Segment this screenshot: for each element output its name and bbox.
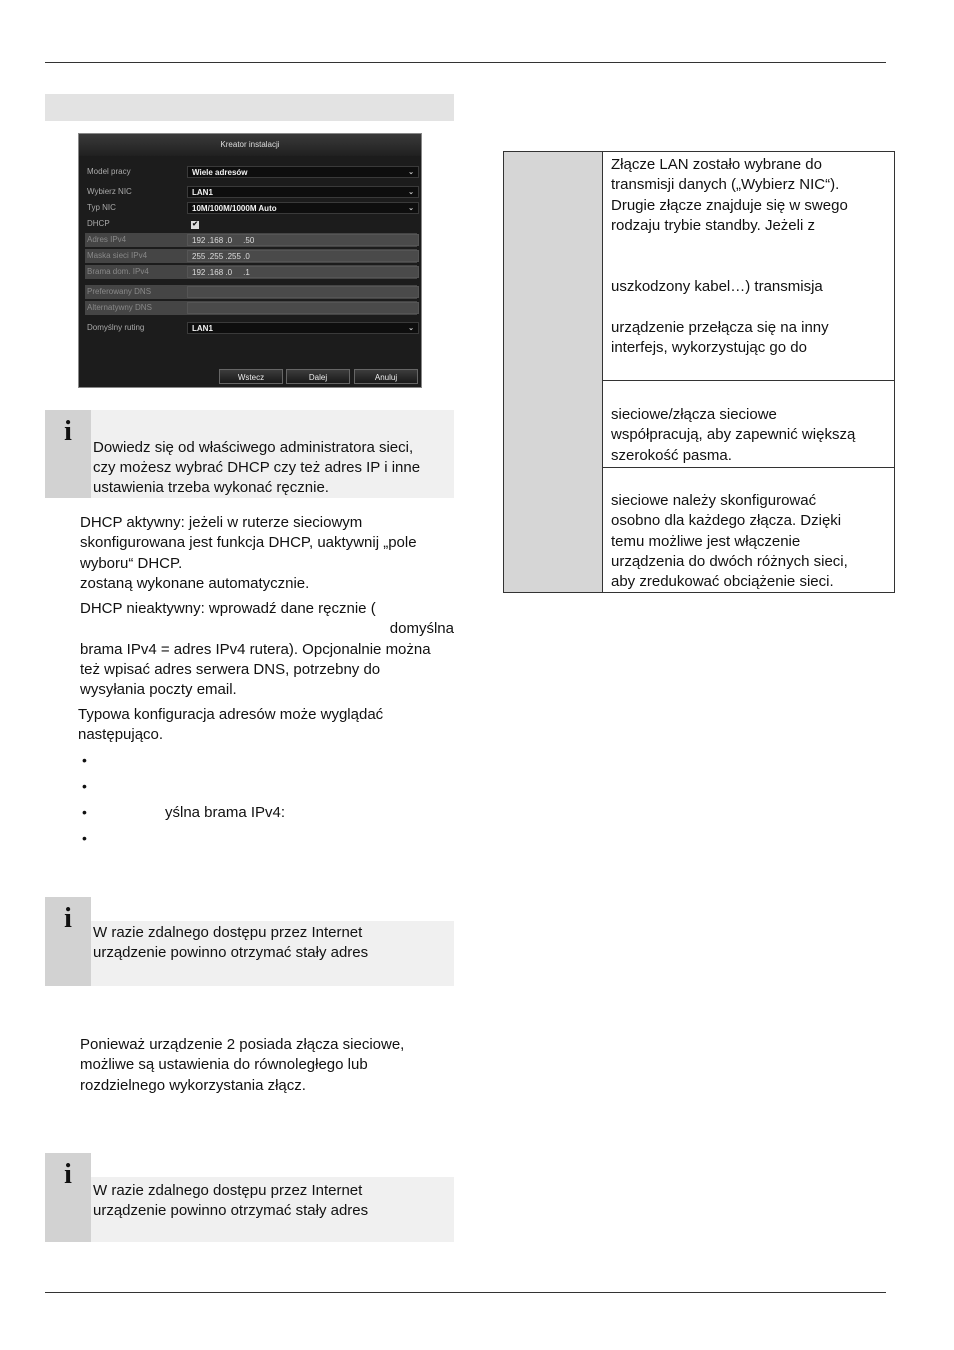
top-rule <box>45 62 886 63</box>
info-icon: i <box>64 416 72 447</box>
row-preferred-dns: Preferowany DNS <box>85 285 417 299</box>
info-icon: i <box>64 1159 72 1190</box>
dialog-title: Kreator instalacji <box>79 134 421 156</box>
list-item: • <box>82 752 87 768</box>
typical-config-paragraph: Typowa konfiguracja adresów może wyglądać następująco. <box>78 706 384 744</box>
row-ipv4-mask: Maska sieci IPv4 255 .255 .255 .0 <box>85 249 417 263</box>
list-item: • <box>82 830 87 846</box>
back-button[interactable]: Wstecz <box>219 369 283 384</box>
row-ipv4-address: Adres IPv4 192 .168 .0 .50 <box>85 233 417 247</box>
preferred-dns-field[interactable] <box>187 286 419 298</box>
next-button[interactable]: Dalej <box>286 369 350 384</box>
row-ipv4-gateway: Brama dom. IPv4 192 .168 .0 .1 <box>85 265 417 279</box>
row-work-mode[interactable]: Model pracy Wiele adresów ⌄ <box>85 165 417 179</box>
row-select-nic[interactable]: Wybierz NIC LAN1 ⌄ <box>85 185 417 199</box>
info-box-admin: i Dowiedz się od właściwego administratora sieci, czy możesz wybrać DHCP czy też adres IP i inne ustawienia trzeba wykonać ręcznie. <box>45 410 454 498</box>
section-header-bar <box>45 94 454 121</box>
chevron-down-icon: ⌄ <box>408 205 414 212</box>
default-route-select[interactable]: LAN1 ⌄ <box>187 322 419 334</box>
row-alternate-dns: Alternatywny DNS <box>85 301 417 315</box>
row-dhcp[interactable]: DHCP ✔ <box>85 217 417 231</box>
bottom-rule <box>45 1292 886 1293</box>
nic-type-select[interactable]: 10M/100M/1000M Auto ⌄ <box>187 202 419 214</box>
nic-modes-table <box>503 151 895 593</box>
bullet-gateway-text: yślna brama IPv4: <box>165 804 286 821</box>
table-row: sieciowe należy skonfigurować osobno dla każdego złącza. Dzięki temu możliwe jest włączenie urządzenia do dwóch różnych sieci, aby zredukować obciążenie sieci. <box>504 467 894 592</box>
setup-wizard-dialog <box>78 133 422 388</box>
dhcp-checkbox-cell[interactable] <box>187 218 419 230</box>
dhcp-active-paragraph: DHCP aktywny: jeżeli w ruterze sieciowym skonfigurowana jest funkcja DHCP, uaktywnij „pole wyboru“ DHCP. zostaną wykonane automatycznie. <box>80 514 417 592</box>
dhcp-checkbox[interactable]: ✔ <box>192 221 198 228</box>
info-icon: i <box>64 903 72 934</box>
chevron-down-icon: ⌄ <box>408 325 414 332</box>
row-default-route[interactable]: Domyślny ruting LAN1 ⌄ <box>85 321 417 335</box>
list-item: • <box>82 778 87 794</box>
alternate-dns-field[interactable] <box>187 302 419 314</box>
ipv4-address-field[interactable]: 192 .168 .0 .50 <box>187 234 419 246</box>
list-item: • <box>82 804 87 820</box>
table-row: Złącze LAN zostało wybrane do transmisji danych („Wybierz NIC“). Drugie złącze znajduje się w swego rodzaju trybie standby. Jeżeli z uszkodzony kabel…) transmisja urządzenie przełącza się na inny interfejs, wykorzystując go do <box>504 152 894 380</box>
nic-paragraph: Ponieważ urządzenie 2 posiada złącza sieciowe, możliwe są ustawienia do równoległego lub rozdzielnego wykorzystania złącz. <box>80 1036 405 1094</box>
cancel-button[interactable]: Anuluj <box>354 369 418 384</box>
info-box-remote-access-2: i W razie zdalnego dostępu przez Internet urządzenie powinno otrzymać stały adres <box>45 1153 454 1242</box>
chevron-down-icon: ⌄ <box>408 189 414 196</box>
ipv4-mask-field[interactable]: 255 .255 .255 .0 <box>187 250 419 262</box>
work-mode-select[interactable]: Wiele adresów ⌄ <box>187 166 419 178</box>
ipv4-gateway-field[interactable]: 192 .168 .0 .1 <box>187 266 419 278</box>
select-nic-select[interactable]: LAN1 ⌄ <box>187 186 419 198</box>
table-row: sieciowe/złącza sieciowe współpracują, aby zapewnić większą szerokość pasma. <box>504 380 894 467</box>
row-nic-type[interactable]: Typ NIC 10M/100M/1000M Auto ⌄ <box>85 201 417 215</box>
chevron-down-icon: ⌄ <box>408 169 414 176</box>
dhcp-inactive-paragraph: DHCP nieaktywny: wprowadź dane ręcznie ( domyślna brama IPv4 = adres IPv4 rutera). Opcjonalnie można też wpisać adres serwera DNS, potrzebny do wysyłania poczty email. <box>80 600 454 699</box>
info-box-remote-access: i W razie zdalnego dostępu przez Internet urządzenie powinno otrzymać stały adres <box>45 897 454 986</box>
